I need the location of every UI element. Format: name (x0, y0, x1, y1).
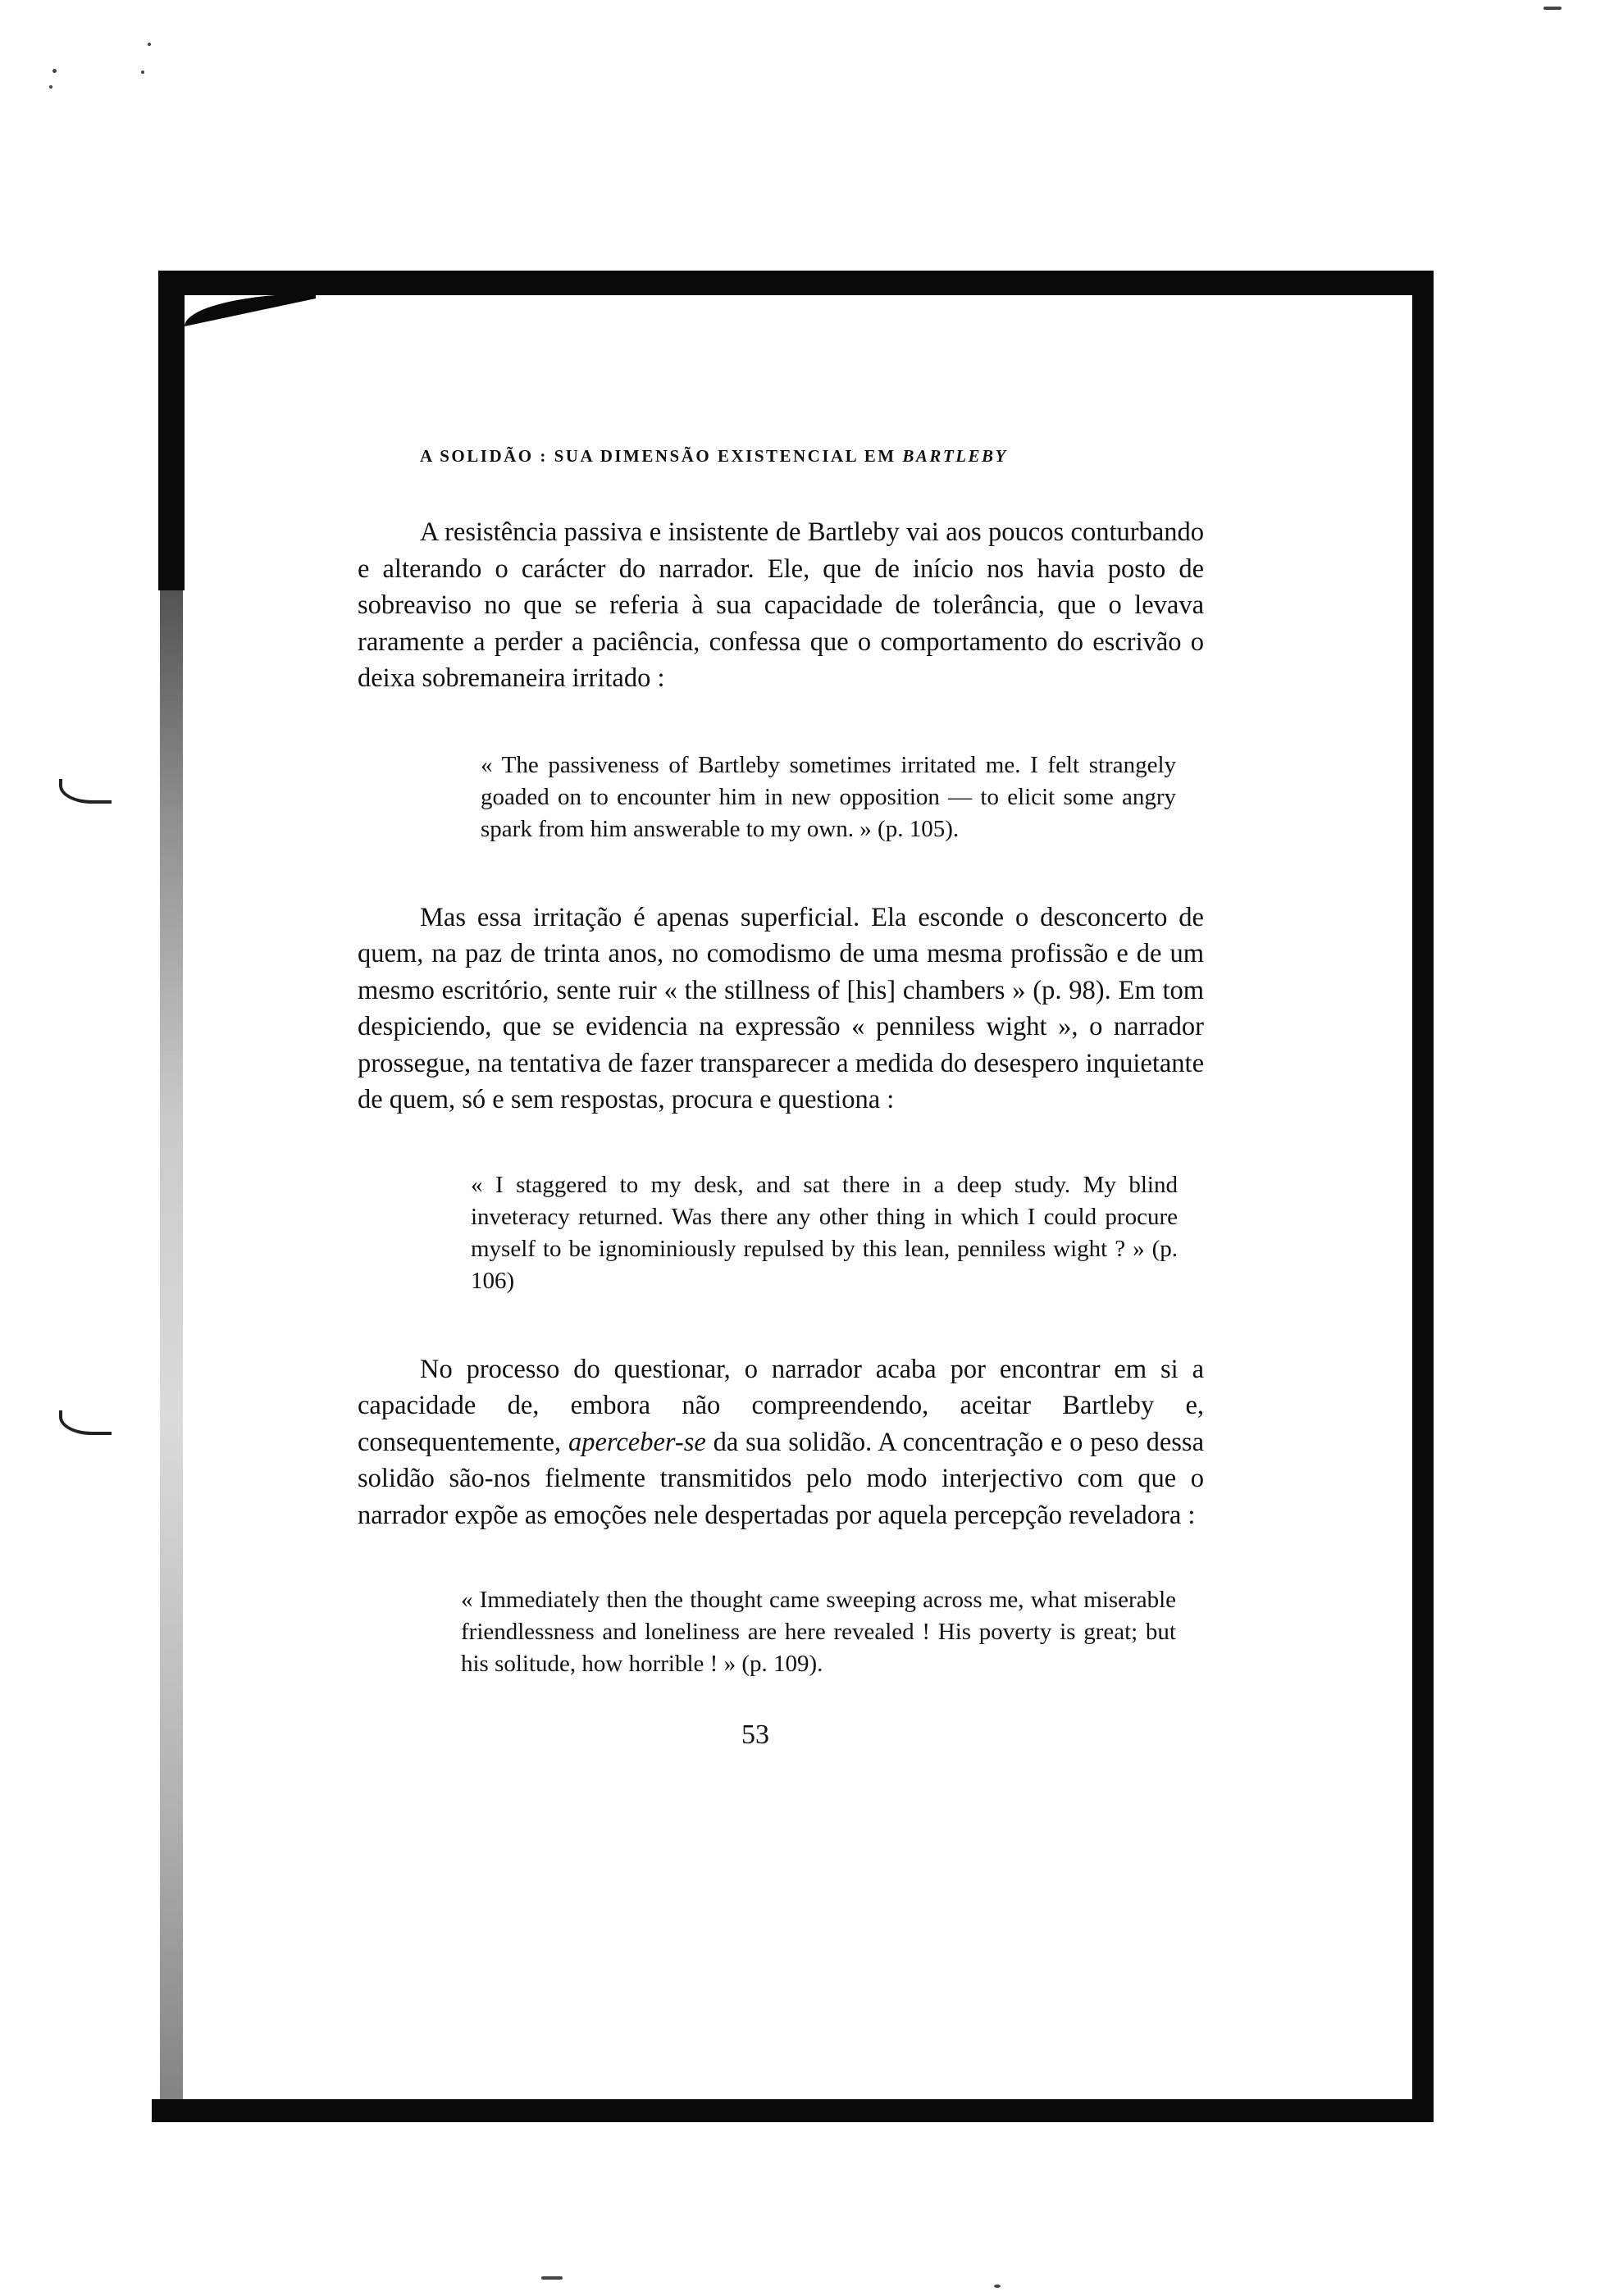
scan-frame-right (1412, 271, 1434, 2121)
emphasized-word: aperceber-se (568, 1427, 706, 1457)
block-quote (461, 1584, 1176, 1680)
scan-frame-top (158, 271, 1434, 295)
block-quote-text: « The passiveness of Bartleby sometimes irritated me. I felt strangely goaded on to encounter him in new opposition — to elicit some angry spark from him answerable to my own. » (p. 105). (481, 751, 1176, 842)
paragraph-text: A resistência passiva e insistente de Bartleby vai aos poucos conturbando e alterando o carácter do narrador. Ele, que de início nos havia posto de sobreaviso no que se referia à sua capacidade de tolerância, que o levava raramente a perder a paciência, confessa que o comportamento do escrivão o deixa sobremaneira irritado : (358, 517, 1204, 693)
paragraph-text: No processo do questionar, o narrador acaba por encontrar em si a capacidade de, embora não compreendendo, aceitar Bartleby e, consequentemente, (358, 1354, 1204, 1457)
block-quote-text: « Immediately then the thought came sweeping across me, what miserable friendlessness and loneliness are here revealed ! His poverty is great; but his solitude, how horrible ! » (p. 109). (461, 1587, 1176, 1677)
block-quote (471, 1169, 1178, 1297)
scan-speck (52, 69, 57, 73)
running-head (420, 446, 1204, 467)
paragraph-text: da sua solidão. A concentração e o peso dessa solidão são-nos fielmente transmitidos pelo modo interjectivo com que o narrador expõe as emoções nele despertadas por aquela percepção reveladora : (358, 1427, 1205, 1530)
paragraph (358, 900, 1204, 1118)
scan-speck (49, 85, 52, 89)
scan-speck (541, 2276, 563, 2280)
scan-frame-corner (185, 294, 316, 326)
margin-mark (59, 1410, 112, 1435)
scan-frame-left-fade (160, 590, 183, 2099)
block-quote-text: « I staggered to my desk, and sat there in a deep study. My blind inveteracy returned. Was there any other thing in which I could procure myself to be ignominiously repulsed by this lean, penniless wight ? » (p. 106) (471, 1171, 1178, 1294)
scan-frame-bottom (152, 2099, 1434, 2122)
scan-speck (141, 71, 144, 74)
paragraph (358, 1351, 1204, 1534)
paragraph (358, 514, 1204, 697)
block-quote (481, 749, 1176, 845)
page-number: 53 (741, 1720, 769, 1750)
page-body (358, 426, 1204, 1751)
running-head-prefix: A SOLIDÃO : SUA DIMENSÃO EXISTENCIAL EM (420, 446, 896, 466)
scan-speck (1543, 7, 1562, 10)
paragraph-text: Mas essa irritação é apenas superficial. Ela esconde o desconcerto de quem, na paz de trinta anos, no comodismo de uma mesma profissão e de um mesmo escritório, sente ruir « the stillness of [his] chambers » (p. 98). Em tom despiciendo, que se evidencia na expressão « penniless wight », o narrador prossegue, na tentativa de fazer transparecer a medida do desespero inquietante de quem, só e sem respostas, procura e questiona : (358, 902, 1204, 1114)
scan-frame-left (158, 271, 185, 590)
margin-mark (59, 779, 112, 804)
scan-speck (148, 43, 151, 46)
running-head-title: BARTLEBY (902, 446, 1008, 466)
scan-speck (994, 2285, 1001, 2288)
